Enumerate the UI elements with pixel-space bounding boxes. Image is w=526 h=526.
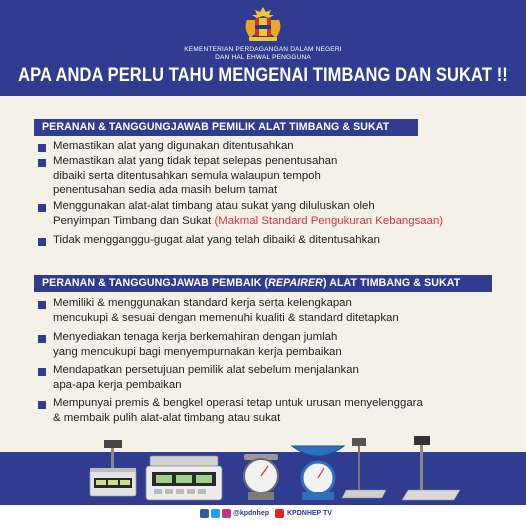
instagram-icon[interactable] (222, 509, 231, 518)
large-platform-scale-icon (402, 436, 460, 500)
section1-heading: PERANAN & TANGGUNGJAWAB PEMILIK ALAT TIMBANG & SUKAT (34, 119, 418, 136)
page-title: APA ANDA PERLU TAHU MENGENAI TIMBANG DAN SUKAT !! (18, 64, 508, 86)
bullet-marker (38, 301, 46, 309)
youtube-icon[interactable] (275, 509, 284, 518)
list-item: Tidak mengganggu-gugat alat yang telah dibaiki & ditentusahkan (53, 234, 380, 246)
bullet-marker (38, 159, 46, 167)
bullet-marker (38, 401, 46, 409)
list-item: Memastikan alat yang tidak tepat selepas penentusahan dibaiki serta ditentusahkan semula walaupun tempoh penentusahan sedia ada masih belum tamat (53, 155, 338, 197)
digital-scale-icon (146, 456, 222, 500)
ministry-name-line1: KEMENTERIAN PERDAGANGAN DALAM NEGERI (184, 46, 342, 53)
platform-scale-icon (342, 438, 386, 498)
bullet-marker (38, 335, 46, 343)
red-highlight: (Makmal Standard Pengukuran Kebangsaan) (214, 214, 444, 227)
bullet-marker (38, 144, 46, 152)
list-item: Mempunyai premis & bengkel operasi tetap untuk urusan menyelenggara & membaik pulih alat-alat timbang atau sukat (53, 397, 423, 424)
list-item: Menggunakan alat-alat timbang atau sukat yang diluluskan oleh Penyimpan Timbang dan Sukat (Makmal Standard Pengukuran Kebangsaan) (53, 200, 444, 227)
coat-of-arms-icon (241, 6, 285, 44)
weighing-scales-illustration (0, 432, 526, 508)
bullet-marker (38, 204, 46, 212)
list-item: Mendapatkan persetujuan pemilik alat sebelum menjalankan apa-apa kerja pembaikan (53, 364, 359, 391)
retail-scale-icon (90, 440, 136, 496)
list-item: Memiliki & menggunakan standard kerja serta kelengkapan mencukupi & sesuai dengan memenuhi kualiti & standard ditetapkan (53, 297, 399, 324)
section2-heading: PERANAN & TANGGUNGJAWAB PEMBAIK (REPAIRER) ALAT TIMBANG & SUKAT (34, 275, 492, 292)
dial-scale-icon (244, 454, 278, 500)
twitter-icon[interactable] (211, 509, 220, 518)
youtube-channel: KPDNHEP TV (287, 510, 332, 517)
list-item: Memastikan alat yang digunakan ditentusahkan (53, 140, 294, 152)
facebook-icon[interactable] (200, 509, 209, 518)
bullet-marker (38, 238, 46, 246)
list-item: Menyediakan tenaga kerja berkemahiran dengan jumlah yang mencukupi bagi menyempurnakan kerja pembaikan (53, 331, 342, 358)
bowl-scale-icon (292, 446, 344, 500)
bullet-marker (38, 368, 46, 376)
ministry-name-line2: DAN HAL EHWAL PENGGUNA (215, 54, 311, 61)
social-handle: @kpdnhep (233, 510, 269, 517)
